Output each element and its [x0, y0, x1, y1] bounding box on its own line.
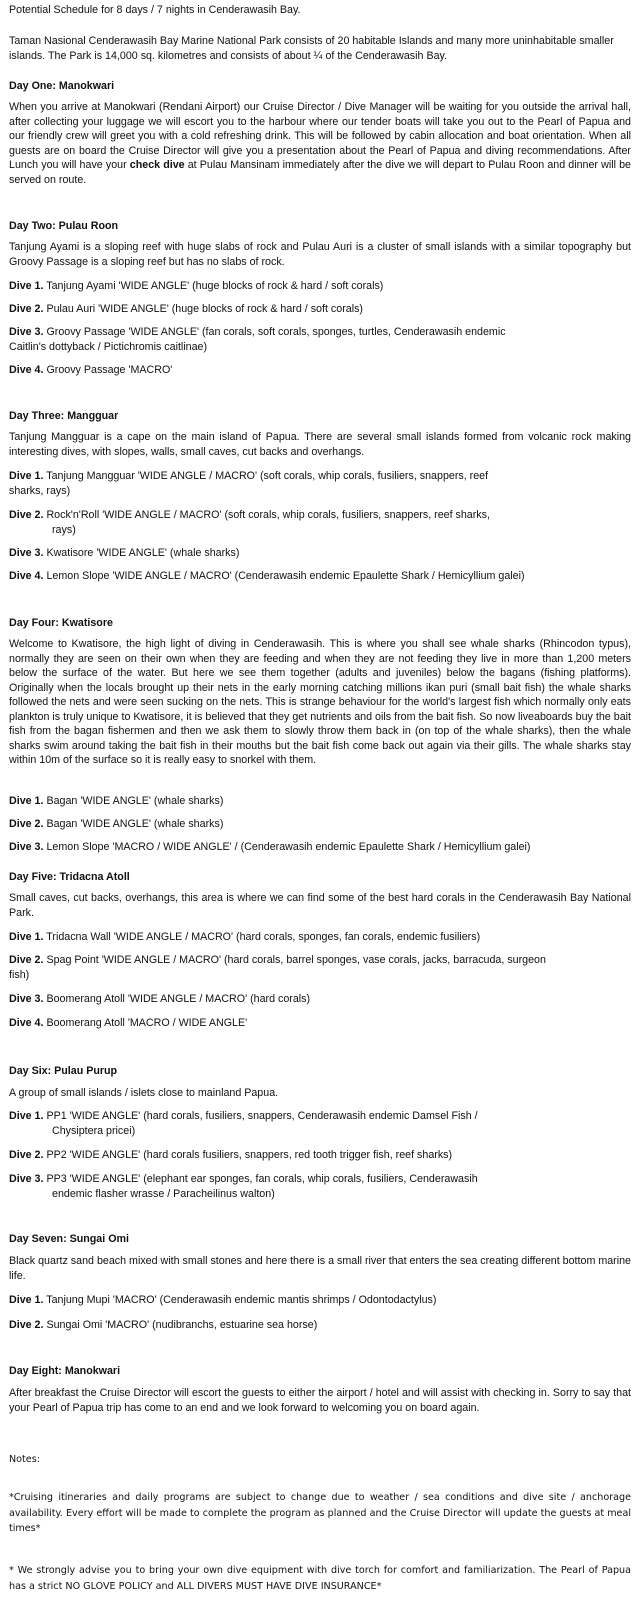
- day-three-dive-1: [9, 469, 631, 498]
- dive-text: Spag Point 'WIDE ANGLE / MACRO' (hard corals, barrel sponges, vase corals, jacks, barracuda, surgeon: [46, 954, 546, 966]
- notes-title: Notes:: [9, 1454, 40, 1465]
- dive-text: Tridacna Wall 'WIDE ANGLE / MACRO' (hard corals, sponges, fan corals, endemic fusiliers): [46, 931, 481, 943]
- day-seven-description: Black quartz sand beach mixed with small stones and here there is a small river that enters the sea creating different bottom marine life.: [9, 1255, 631, 1282]
- day-four-dive-2: [9, 817, 631, 832]
- day-seven-dive-2: [9, 1318, 631, 1333]
- day-two-dive-4: [9, 363, 631, 378]
- dive-text-continued: Caitlin's dottyback / Pictichromis caitlinae): [9, 340, 208, 353]
- day-four-dive-3: [9, 840, 631, 855]
- dive-text: Boomerang Atoll 'WIDE ANGLE / MACRO' (hard corals): [46, 993, 311, 1005]
- day-two-heading: Day Two: Pulau Roon: [9, 220, 119, 232]
- note-dive-equipment: * We strongly advise you to bring your own dive equipment with dive torch for comfort and familiarization. The Pearl of Papua has a strict NO GLOVE POLICY and ALL DIVERS MUST HAVE DIVE INSURANCE*: [9, 1565, 631, 1592]
- dive-text-continued: rays): [52, 523, 76, 536]
- dive-text: Sungai Omi 'MACRO' (nudibranchs, estuarine sea horse): [46, 1319, 318, 1331]
- day-five-dive-2: [9, 953, 631, 982]
- dive-text: Boomerang Atoll 'MACRO / WIDE ANGLE': [46, 1017, 248, 1029]
- dive-label: Dive 2.: [9, 1149, 44, 1161]
- day-three-dive-3: [9, 546, 631, 561]
- day-four-heading: Day Four: Kwatisore: [9, 617, 113, 629]
- dive-label: Dive 4.: [9, 364, 44, 376]
- day-six-dive-1: [9, 1109, 631, 1138]
- dive-text-continued: endemic flasher wrasse / Paracheilinus walton): [52, 1187, 275, 1200]
- dive-label: Dive 3.: [9, 993, 44, 1005]
- day-six-heading: Day Six: Pulau Purup: [9, 1065, 118, 1077]
- dive-label: Dive 1.: [9, 795, 44, 807]
- dive-label: Dive 3.: [9, 547, 44, 559]
- day-two-description: Tanjung Ayami is a sloping reef with huge slabs of rock and Pulau Auri is a cluster of small islands with a similar topography but Groovy Passage is a sloping reef but has no slabs of rock.: [9, 241, 631, 268]
- day-three-dive-2: [9, 508, 631, 537]
- dive-label: Dive 4.: [9, 570, 44, 582]
- day-one-heading: Day One: Manokwari: [9, 80, 115, 92]
- dive-label: Dive 3.: [9, 326, 44, 338]
- dive-label: Dive 2.: [9, 954, 44, 966]
- day-seven-dive-1: [9, 1293, 631, 1308]
- dive-text: PP1 'WIDE ANGLE' (hard corals, fusiliers, snappers, Cenderawasih endemic Damsel Fish /: [46, 1110, 478, 1122]
- day-three-description: Tanjung Mangguar is a cape on the main island of Papua. There are several small islands formed from volcanic rock making interesting dives, with slopes, walls, small caves, cut backs and overhangs.: [9, 431, 631, 458]
- dive-label: Dive 1.: [9, 470, 44, 482]
- check-dive-emphasis: check dive: [129, 159, 185, 171]
- dive-text: Kwatisore 'WIDE ANGLE' (whale sharks): [46, 547, 240, 559]
- day-eight-description: After breakfast the Cruise Director will escort the guests to either the airport / hotel and will assist with checking in. Sorry to say that your Pearl of Papua trip has come to an end and we look forward to welcoming you on board again.: [9, 1387, 631, 1414]
- dive-label: Dive 1.: [9, 1110, 44, 1122]
- day-five-dive-3: [9, 992, 631, 1007]
- dive-text: PP3 'WIDE ANGLE' (elephant ear sponges, fan corals, whip corals, fusiliers, Cenderawasih: [46, 1173, 478, 1185]
- day-two-dive-1: [9, 279, 631, 294]
- dive-text: Lemon Slope 'WIDE ANGLE / MACRO' (Cenderawasih endemic Epaulette Shark / Hemicyllium galei): [46, 570, 525, 582]
- dive-label: Dive 2.: [9, 818, 44, 830]
- day-five-heading: Day Five: Tridacna Atoll: [9, 871, 130, 883]
- dive-text-continued: fish): [9, 968, 30, 981]
- note-cruising-itineraries: *Cruising itineraries and daily programs are subject to change due to weather / sea conditions and dive site / anchorage availability. Every effort will be made to complete the program as planned and the Cruise Director will update the guests at meal times*: [9, 1492, 631, 1534]
- day-four-dive-1: [9, 794, 631, 809]
- day-two-dive-3: [9, 325, 631, 354]
- day-four-description: Welcome to Kwatisore, the high light of diving in Cenderawasih. This is where you shall see whale sharks (Rhincodon typus), normally they are seen on their own when they are feeding and when they are not feeding they live in more than 1,200 meters below the surface of the water. But here we see them together (adults and juveniles) below the bagans (fishing platforms). Originally when the locals brought up their nets in the early morning catching millions ikan puri (small bait fish) the whale sharks followed the nets and were seen sucking on the nets. This is strange behaviour for the world's largest fish which normally only eats plankton is truly unique to Kwatisore, it is believed that they get nutrients and oils from the bait fish. So now liveaboards buy the bait fish from the bagan fishermen and then we ask them to slowly throw them back in (on top of the whale sharks), then the whale sharks swim around taking the bait fish in their mouths but the bait fish come back out again via their gills. The whale sharks stay within 10m of the surface so it is really easy to snorkel with them.: [9, 638, 631, 766]
- park-description: Taman Nasional Cenderawasih Bay Marine National Park consists of 20 habitable Islands and many more uninhabitable smaller islands. The Park is 14,000 sq. kilometres and consists of about ¼ of the Cenderawasih Bay.: [9, 35, 614, 62]
- dive-text: Bagan 'WIDE ANGLE' (whale sharks): [46, 818, 224, 830]
- dive-text: Bagan 'WIDE ANGLE' (whale sharks): [46, 795, 224, 807]
- dive-label: Dive 3.: [9, 1173, 44, 1185]
- dive-label: Dive 1.: [9, 931, 44, 943]
- dive-text: Tanjung Mupi 'MACRO' (Cenderawasih endemic mantis shrimps / Odontodactylus): [46, 1294, 437, 1306]
- dive-label: Dive 4.: [9, 1017, 44, 1029]
- day-six-description: A group of small islands / islets close to mainland Papua.: [9, 1087, 279, 1099]
- day-seven-heading: Day Seven: Sungai Omi: [9, 1233, 129, 1245]
- day-five-dive-4: [9, 1016, 631, 1031]
- day-one-description: [9, 100, 631, 187]
- day-one-text-after: at Pulau Mansinam immediately after the dive we will depart to Pulau Roon and dinner will be served on route.: [9, 159, 631, 186]
- day-three-heading: Day Three: Mangguar: [9, 410, 119, 422]
- dive-text: Groovy Passage 'MACRO': [46, 364, 173, 376]
- dive-label: Dive 2.: [9, 303, 44, 315]
- dive-text: Rock'n'Roll 'WIDE ANGLE / MACRO' (soft corals, whip corals, fusiliers, snappers, reef sharks,: [46, 509, 490, 521]
- dive-text: PP2 'WIDE ANGLE' (hard corals fusiliers, snappers, red tooth trigger fish, reef sharks): [46, 1149, 453, 1161]
- dive-label: Dive 2.: [9, 1319, 44, 1331]
- dive-text: Groovy Passage 'WIDE ANGLE' (fan corals, soft corals, sponges, turtles, Cenderawasih endemic: [46, 326, 506, 338]
- day-two-dive-2: [9, 302, 631, 317]
- dive-text: Pulau Auri 'WIDE ANGLE' (huge blocks of rock & hard / soft corals): [46, 303, 363, 315]
- dive-label: Dive 2.: [9, 509, 44, 521]
- dive-text-continued: sharks, rays): [9, 484, 71, 497]
- day-eight-heading: Day Eight: Manokwari: [9, 1365, 121, 1377]
- dive-label: Dive 1.: [9, 280, 44, 292]
- day-five-dive-1: [9, 930, 631, 945]
- day-six-dive-3: [9, 1172, 631, 1201]
- day-one-text-before: When you arrive at Manokwari (Rendani Airport) our Cruise Director / Dive Manager will be waiting for you outside the arrival hall, after collecting your luggage we will escort you to the harbour where our tender boats will take you out to the Pearl of Papua and our friendly crew will greet you with a cold refreshing drink. This will be followed by cabin allocation and boat orientation. When all guests are on board the Cruise Director will give you a presentation about the Pearl of Papua and diving recommendations. After Lunch you will have your: [9, 101, 631, 171]
- dive-text-continued: Chysiptera pricei): [52, 1124, 136, 1137]
- day-three-dive-4: [9, 569, 631, 584]
- dive-text: Lemon Slope 'MACRO / WIDE ANGLE' / (Cenderawasih endemic Epaulette Shark / Hemicyllium galei): [46, 841, 531, 853]
- dive-label: Dive 3.: [9, 841, 44, 853]
- day-five-description: Small caves, cut backs, overhangs, this area is where we can find some of the best hard corals in the Cenderawasih Bay National Park.: [9, 892, 631, 919]
- document-title-line: Potential Schedule for 8 days / 7 nights in Cenderawasih Bay.: [9, 4, 301, 16]
- dive-text: Tanjung Ayami 'WIDE ANGLE' (huge blocks of rock & hard / soft corals): [46, 280, 384, 292]
- day-six-dive-2: [9, 1148, 631, 1163]
- dive-text: Tanjung Mangguar 'WIDE ANGLE / MACRO' (soft corals, whip corals, fusiliers, snappers, reef: [46, 470, 489, 482]
- dive-label: Dive 1.: [9, 1294, 44, 1306]
